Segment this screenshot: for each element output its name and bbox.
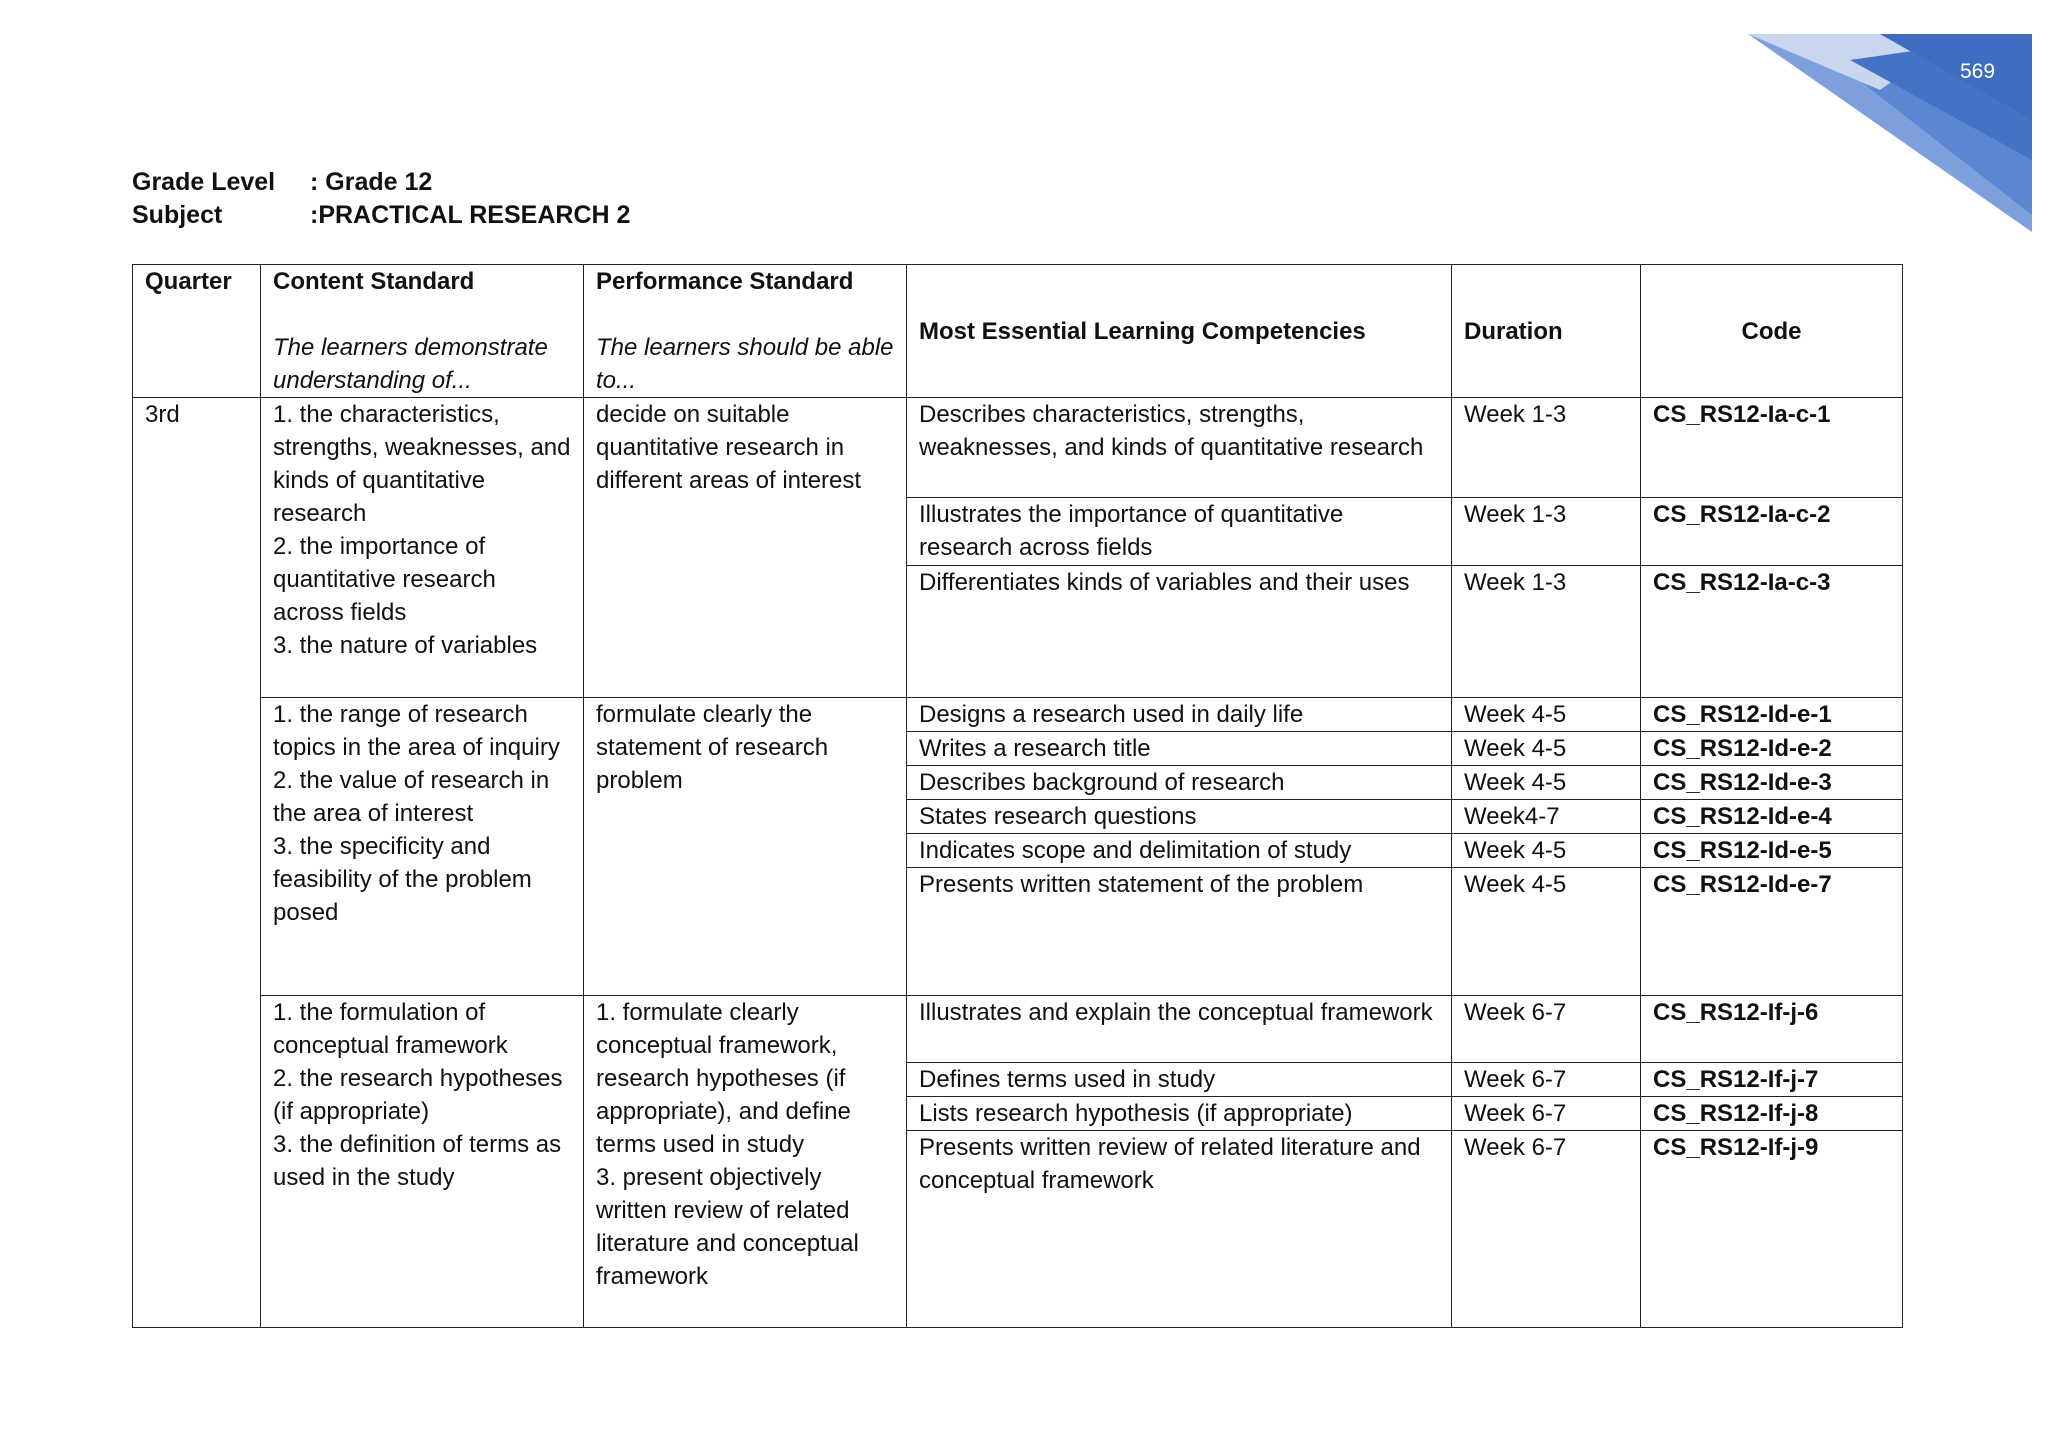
quarter-header: Quarter	[133, 265, 261, 398]
duration-cell: Week 4-5	[1452, 698, 1641, 732]
code-cell: CS_RS12-Id-e-3	[1641, 766, 1903, 800]
code-cell: CS_RS12-Ia-c-1	[1641, 398, 1903, 498]
code-cell: CS_RS12-If-j-7	[1641, 1063, 1903, 1097]
competency-cell: Describes characteristics, strengths, weaknesses, and kinds of quantitative research	[907, 398, 1452, 498]
competency-cell: Designs a research used in daily life	[907, 698, 1452, 732]
duration-cell: Week 6-7	[1452, 1063, 1641, 1097]
subject-label: Subject	[132, 201, 223, 229]
content-standard-item: 2. the research hypotheses (if appropriate)	[273, 1065, 563, 1125]
content-standard-cell	[261, 996, 584, 1328]
header-row	[133, 265, 1903, 398]
content-standard-item: 1. the range of research topics in the area of inquiry	[273, 701, 560, 761]
competency-cell: Writes a research title	[907, 732, 1452, 766]
performance-standard-item: formulate clearly the statement of research problem	[596, 701, 829, 794]
competency-cell: Illustrates and explain the conceptual framework	[907, 996, 1452, 1063]
code-header: Code	[1641, 265, 1903, 398]
duration-cell: Week 1-3	[1452, 498, 1641, 566]
page-number: 569	[1960, 60, 1996, 83]
code-cell: CS_RS12-Ia-c-2	[1641, 498, 1903, 566]
grade-level-value: : Grade 12	[310, 168, 433, 196]
quarter-cell: 3rd	[133, 398, 261, 1328]
table-row	[133, 996, 1903, 1063]
content-standard-item: 2. the value of research in the area of interest	[273, 767, 550, 827]
duration-cell: Week 1-3	[1452, 398, 1641, 498]
performance-standard-header	[584, 265, 907, 398]
content-standard-cell	[261, 698, 584, 996]
code-cell: CS_RS12-Id-e-5	[1641, 834, 1903, 868]
competency-cell: Illustrates the importance of quantitative research across fields	[907, 498, 1452, 566]
code-cell: CS_RS12-If-j-8	[1641, 1097, 1903, 1131]
duration-cell: Week 1-3	[1452, 566, 1641, 698]
document-meta	[132, 166, 630, 232]
competency-cell: Lists research hypothesis (if appropriate)	[907, 1097, 1452, 1131]
competency-cell: Describes background of research	[907, 766, 1452, 800]
subject-row	[132, 199, 630, 232]
duration-cell: Week 4-5	[1452, 834, 1641, 868]
table-row	[133, 698, 1903, 732]
duration-cell: Week4-7	[1452, 800, 1641, 834]
duration-cell: Week 6-7	[1452, 996, 1641, 1063]
code-cell: CS_RS12-Id-e-4	[1641, 800, 1903, 834]
content-standard-item: 2. the importance of quantitative research across fields	[273, 533, 496, 626]
performance-standard-item: 3. present objectively written review of related literature and conceptual framework	[596, 1164, 859, 1290]
content-standard-item: 3. the specificity and feasibility of the problem posed	[273, 833, 532, 926]
content-standard-header	[261, 265, 584, 398]
duration-cell: Week 6-7	[1452, 1131, 1641, 1328]
performance-standard-item: 1. formulate clearly conceptual framework, research hypotheses (if appropriate), and define terms used in study	[596, 999, 851, 1158]
competency-cell: Defines terms used in study	[907, 1063, 1452, 1097]
competency-cell: Presents written review of related literature and conceptual framework	[907, 1131, 1452, 1328]
content-standard-item: 1. the characteristics, strengths, weaknesses, and kinds of quantitative research	[273, 401, 571, 527]
competency-cell: Indicates scope and delimitation of study	[907, 834, 1452, 868]
duration-cell: Week 4-5	[1452, 766, 1641, 800]
subject-value: :PRACTICAL RESEARCH 2	[310, 201, 631, 229]
duration-cell: Week 6-7	[1452, 1097, 1641, 1131]
code-cell: CS_RS12-Id-e-1	[1641, 698, 1903, 732]
performance-standard-item: decide on suitable quantitative research in different areas of interest	[596, 401, 862, 494]
grade-level-row	[132, 166, 630, 199]
melc-table	[132, 264, 1903, 1328]
competencies-header: Most Essential Learning Competencies	[907, 265, 1452, 398]
performance-standard-cell	[584, 398, 907, 698]
code-cell: CS_RS12-If-j-6	[1641, 996, 1903, 1063]
performance-standard-cell	[584, 698, 907, 996]
competency-cell: Presents written statement of the problem	[907, 868, 1452, 996]
content-standard-subtitle: The learners demonstrate understanding of...	[273, 334, 548, 394]
duration-cell: Week 4-5	[1452, 868, 1641, 996]
table-row	[133, 398, 1903, 498]
code-cell: CS_RS12-Id-e-2	[1641, 732, 1903, 766]
content-standard-title: Content Standard	[273, 268, 475, 295]
duration-header: Duration	[1452, 265, 1641, 398]
content-standard-item: 1. the formulation of conceptual framework	[273, 999, 508, 1059]
performance-standard-cell	[584, 996, 907, 1328]
competency-cell: States research questions	[907, 800, 1452, 834]
grade-level-label: Grade Level	[132, 168, 276, 196]
code-cell: CS_RS12-Id-e-7	[1641, 868, 1903, 996]
competency-cell: Differentiates kinds of variables and their uses	[907, 566, 1452, 698]
code-cell: CS_RS12-Ia-c-3	[1641, 566, 1903, 698]
code-cell: CS_RS12-If-j-9	[1641, 1131, 1903, 1328]
performance-standard-subtitle: The learners should be able to...	[596, 334, 894, 394]
performance-standard-title: Performance Standard	[596, 268, 854, 295]
content-standard-cell	[261, 398, 584, 698]
duration-cell: Week 4-5	[1452, 732, 1641, 766]
content-standard-item: 3. the nature of variables	[273, 632, 538, 659]
content-standard-item: 3. the definition of terms as used in the study	[273, 1131, 562, 1191]
